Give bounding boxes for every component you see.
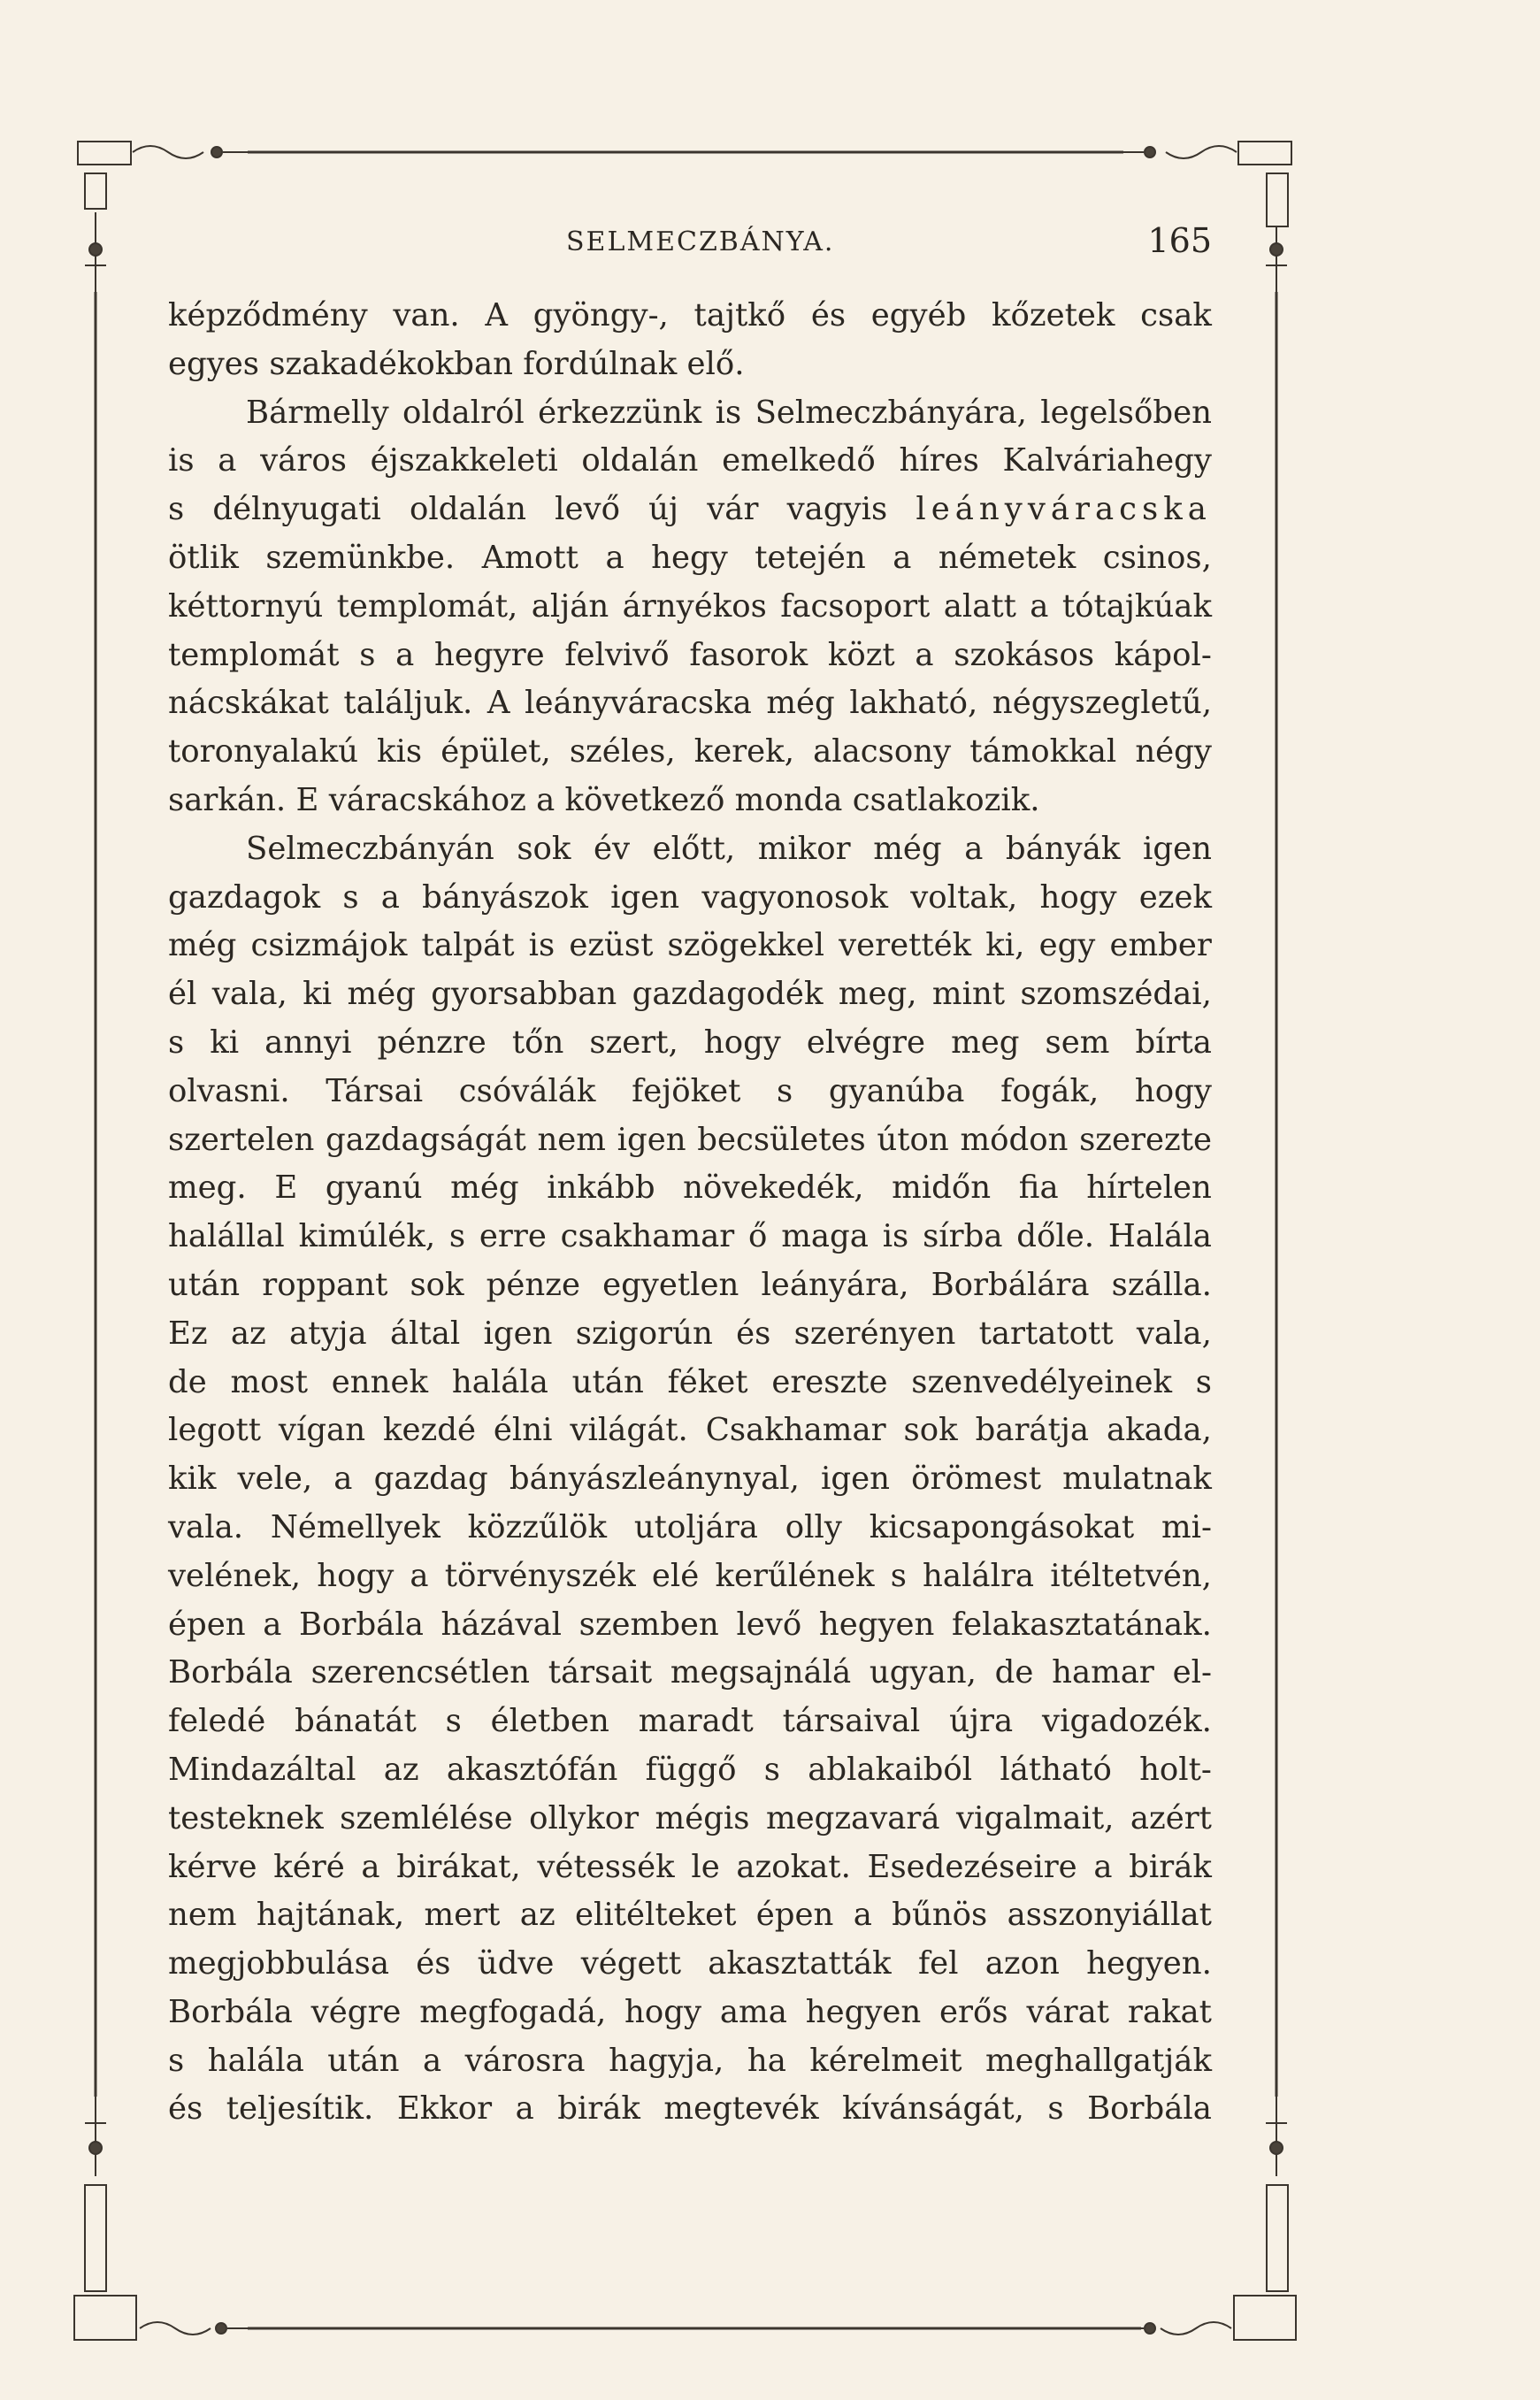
running-head bbox=[168, 219, 1212, 272]
text-line: s ki annyi pénzre tőn szert, hogy elvégre meg sem bírta bbox=[168, 1024, 1212, 1061]
text-line: gazdagok s a bányászok igen vagyonosok voltak, hogy ezek bbox=[168, 878, 1212, 916]
text-line: egyes szakadékokban fordúlnak elő. bbox=[168, 345, 745, 382]
text-line: templomát s a hegyre felvivő fasorok közt a szokásos kápol- bbox=[168, 636, 1212, 673]
text-line: Bármelly oldalról érkezzünk is Selmeczbányára, legelsőben bbox=[246, 394, 1212, 431]
text-line: épen a Borbála házával szemben levő hegyen felakasztatának. bbox=[168, 1606, 1212, 1643]
text-line: után roppant sok pénze egyetlen leányára, Borbálára szálla. bbox=[168, 1266, 1212, 1303]
page-number: 165 bbox=[1147, 221, 1212, 260]
text-line: nácskákat találjuk. A leányváracska még lakható, négyszegletű, bbox=[168, 685, 1212, 722]
text-line: kérve kéré a birákat, vétessék le azokat. Esedezéseire a birák bbox=[168, 1848, 1212, 1885]
text-line: Selmeczbányán sok év előtt, mikor még a bányák igen bbox=[246, 830, 1212, 867]
text-line: s halála után a városra hagyja, ha kérelmeit meghallgatják bbox=[168, 2042, 1212, 2079]
text-line: s délnyugati oldalán levő új vár vagyis leányváracska bbox=[168, 491, 1212, 528]
text-line: Borbála szerencsétlen társait megsajnálá ugyan, de hamar el- bbox=[168, 1654, 1212, 1691]
text-line: halállal kimúlék, s erre csakhamar ő maga is sírba dőle. Halála bbox=[168, 1218, 1212, 1255]
text-line: sarkán. E váracskához a következő monda csatlakozik. bbox=[168, 781, 1040, 818]
text-line: meg. E gyanú még inkább növekedék, midőn fia hírtelen bbox=[168, 1169, 1212, 1207]
text-line: Mindazáltal az akasztófán függő s ablakaiból látható holt- bbox=[168, 1751, 1212, 1788]
text-line: ötlik szemünkbe. Amott a hegy tetején a németek csinos, bbox=[168, 539, 1212, 576]
running-title: SELMECZBÁNYA. bbox=[566, 226, 835, 257]
text-line: testeknek szemlélése ollykor mégis megzavará vigalmait, azért bbox=[168, 1799, 1212, 1836]
text-line: vala. Némellyek közzűlök utoljára olly kicsapongásokat mi- bbox=[168, 1508, 1212, 1545]
text-line: toronyalakú kis épület, széles, kerek, alacsony támokkal négy bbox=[168, 733, 1212, 771]
text-line: velének, hogy a törvényszék elé kerűlének s halálra itéltetvén, bbox=[168, 1557, 1212, 1594]
text-line: feledé bánatát s életben maradt társaival újra vigadozék. bbox=[168, 1703, 1212, 1740]
text-line: kik vele, a gazdag bányászleánynyal, igen örömest mulatnak bbox=[168, 1461, 1212, 1498]
text-line: és teljesítik. Ekkor a birák megtevék kívánságát, s Borbála bbox=[168, 2090, 1212, 2128]
text-line: szertelen gazdagságát nem igen becsületes úton módon szerezte bbox=[168, 1121, 1212, 1158]
text-line: nem hajtának, mert az elitélteket épen a bűnös asszonyiállat bbox=[168, 1897, 1212, 1934]
text-line: de most ennek halála után féket ereszte szenvedélyeinek s bbox=[168, 1363, 1212, 1400]
text-line: Borbála végre megfogadá, hogy ama hegyen erős várat rakat bbox=[168, 1993, 1212, 2030]
text-line: még csizmájok talpát is ezüst szögekkel verették ki, egy ember bbox=[168, 927, 1212, 964]
text-line: él vala, ki még gyorsabban gazdagodék meg, mint szomszédai, bbox=[168, 976, 1212, 1013]
text-line: olvasni. Társai csóválák fejöket s gyanúba fogák, hogy bbox=[168, 1072, 1212, 1109]
text-line: kéttornyú templomát, alján árnyékos facsoport alatt a tótajkúak bbox=[168, 587, 1212, 625]
body-text bbox=[168, 292, 1212, 2134]
text-line: is a város éjszakkeleti oldalán emelkedő híres Kalváriahegy bbox=[168, 442, 1212, 479]
text-line: képződmény van. A gyöngy-, tajtkő és egyéb kőzetek csak bbox=[168, 297, 1212, 334]
text-line: Ez az atyja által igen szigorún és szerényen tartatott vala, bbox=[168, 1315, 1212, 1352]
text-line: megjobbulása és üdve végett akasztatták fel azon hegyen. bbox=[168, 1945, 1212, 1982]
text-line: legott vígan kezdé élni világát. Csakhamar sok barátja akada, bbox=[168, 1412, 1212, 1449]
